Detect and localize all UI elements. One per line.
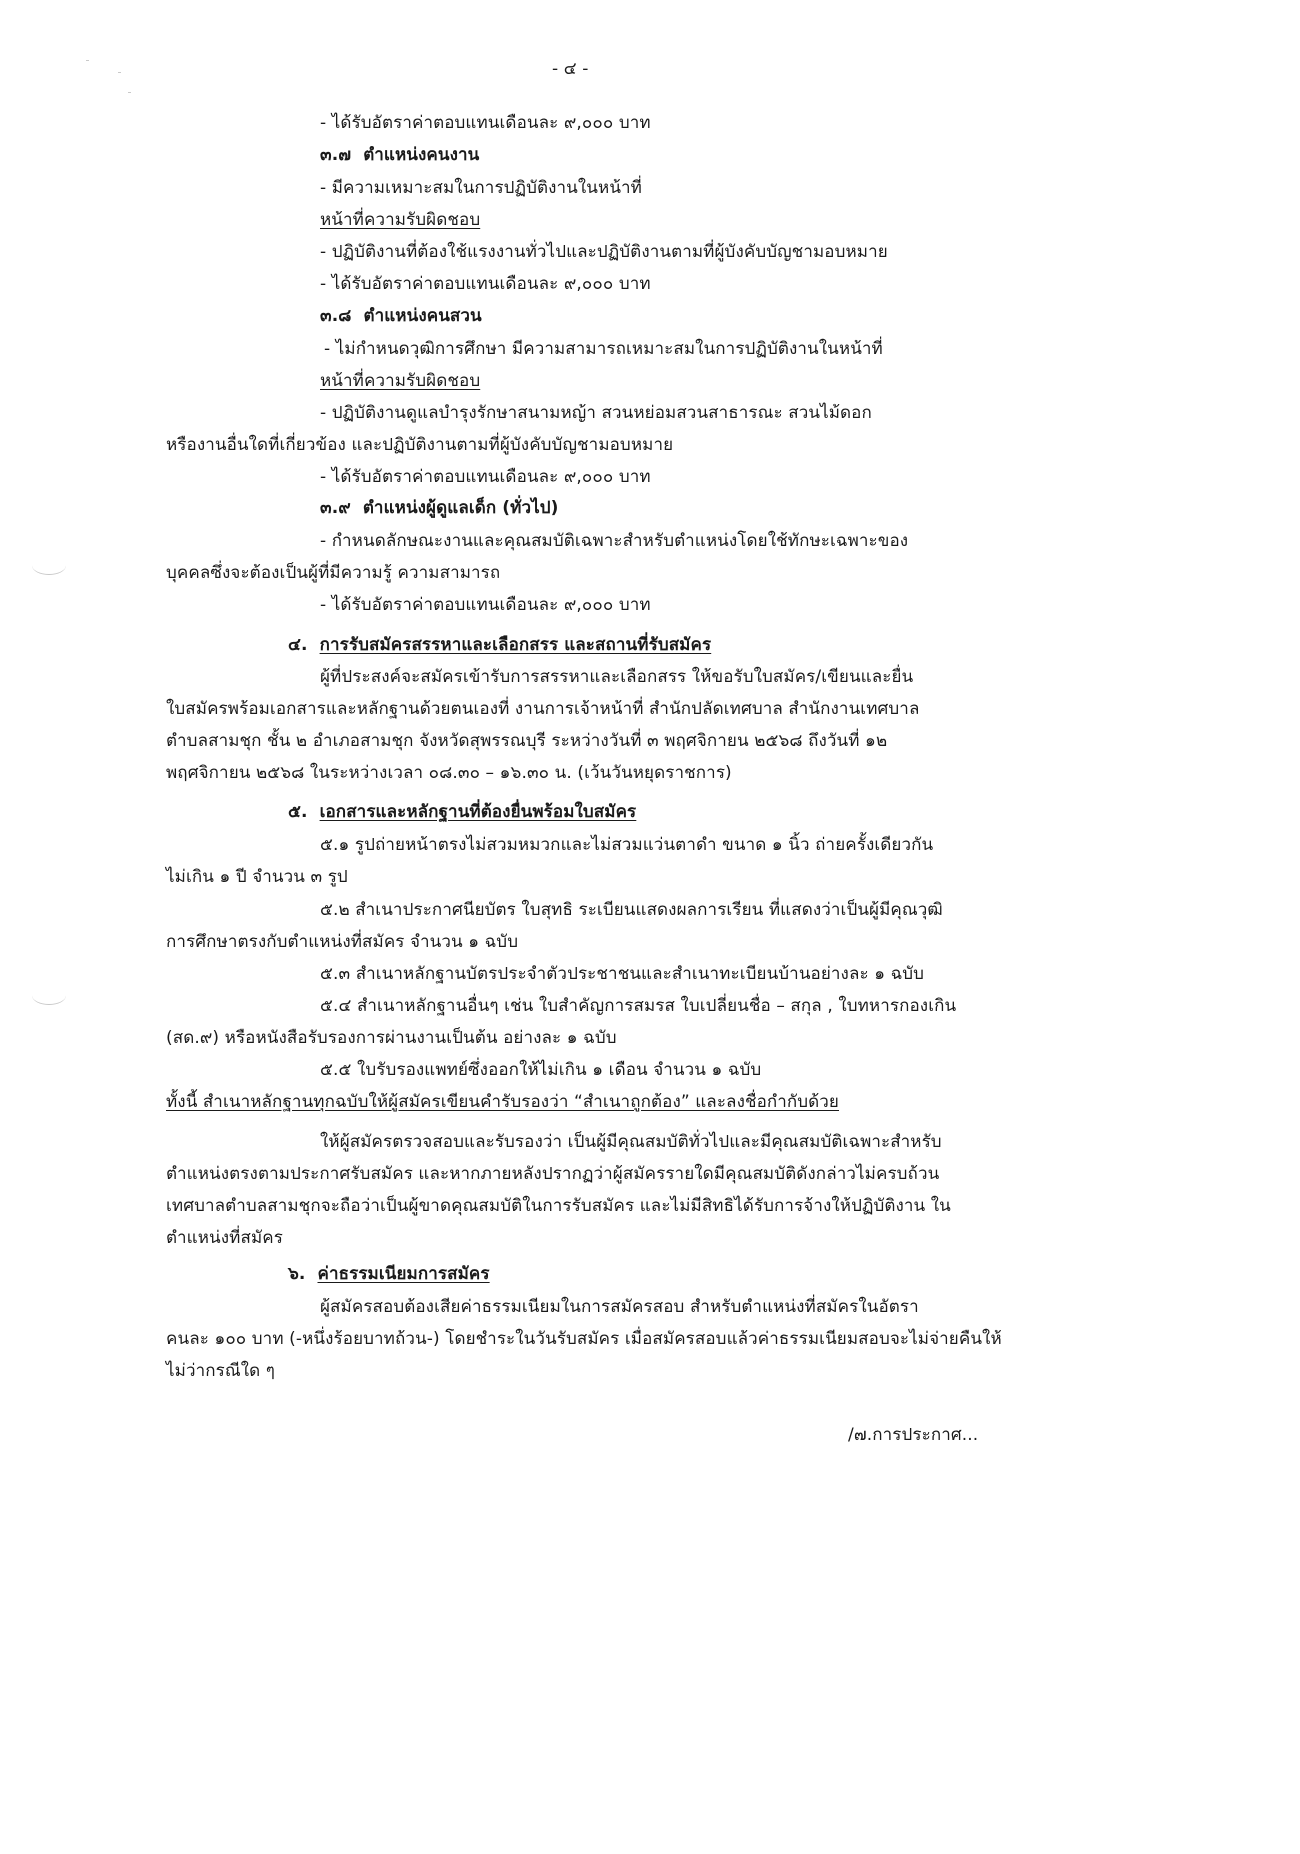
section-number: ๕. xyxy=(288,802,308,822)
text-line: ใบสมัครพร้อมเอกสารและหลักฐานด้วยตนเองที่ งานการเจ้าหน้าที่ สำนักปลัดเทศบาล สำนักงานเทศบาล xyxy=(166,699,920,719)
certification-note: ทั้งนี้ สำเนาหลักฐานทุกฉบับให้ผู้สมัครเขียนคำรับรองว่า “สำเนาถูกต้อง” และลงชื่อกำกับด้วย xyxy=(166,1092,839,1112)
text-line: - มีความเหมาะสมในการปฏิบัติงานในหน้าที่ xyxy=(320,178,642,198)
text-line: (สด.๙) หรือหนังสือรับรองการผ่านงานเป็นต้น อย่างละ ๑ ฉบับ xyxy=(166,1028,617,1048)
section-heading xyxy=(320,305,482,327)
text-line: - ได้รับอัตราค่าตอบแทนเดือนละ ๙,๐๐๐ บาท xyxy=(320,113,651,133)
section-title: การรับสมัครสรรหาและเลือกสรร และสถานที่รับสมัคร xyxy=(319,635,712,655)
text-line: เทศบาลตำบลสามชุกจะถือว่าเป็นผู้ขาดคุณสมบัติในการรับสมัคร และไม่มีสิทธิได้รับการจ้างให้ปฏิบัติงาน ใน xyxy=(166,1196,951,1216)
text-line: ๕.๑ รูปถ่ายหน้าตรงไม่สวมหมวกและไม่สวมแว่นตาดำ ขนาด ๑ นิ้ว ถ่ายครั้งเดียวกัน xyxy=(320,835,934,855)
text-line: ๕.๔ สำเนาหลักฐานอื่นๆ เช่น ใบสำคัญการสมรส ใบเปลี่ยนชื่อ – สกุล , ใบทหารกองเกิน xyxy=(320,996,957,1016)
section-number: ๔. xyxy=(288,635,308,655)
subheading-responsibilities: หน้าที่ความรับผิดชอบ xyxy=(320,371,481,391)
text-line: - ปฏิบัติงานที่ต้องใช้แรงงานทั่วไปและปฏิบัติงานตามที่ผู้บังคับบัญชามอบหมาย xyxy=(320,242,888,262)
text-line: ผู้สมัครสอบต้องเสียค่าธรรมเนียมในการสมัครสอบ สำหรับตำแหน่งที่สมัครในอัตรา xyxy=(320,1297,919,1317)
section-heading xyxy=(320,497,559,519)
text-line: ตำบลสามชุก ชั้น ๒ อำเภอสามชุก จังหวัดสุพรรณบุรี ระหว่างวันที่ ๓ พฤศจิกายน ๒๕๖๘ ถึงวันที่ ๑๒ xyxy=(166,731,888,751)
text-line: - ไม่กำหนดวุฒิการศึกษา มีความสามารถเหมาะสมในการปฏิบัติงานในหน้าที่ xyxy=(324,339,883,359)
text-line: - ได้รับอัตราค่าตอบแทนเดือนละ ๙,๐๐๐ บาท xyxy=(320,595,651,615)
text-line: ๕.๕ ใบรับรองแพทย์ซึ่งออกให้ไม่เกิน ๑ เดือน จำนวน ๑ ฉบับ xyxy=(320,1060,762,1080)
punch-hole-mark xyxy=(32,986,66,1005)
section-number: ๓.๙ xyxy=(320,498,351,518)
section-title: ตำแหน่งคนสวน xyxy=(363,306,482,326)
page-number: - ๔ - xyxy=(552,59,589,79)
section-heading xyxy=(320,144,479,166)
scan-speck xyxy=(118,72,121,73)
text-line: ไม่ว่ากรณีใด ๆ xyxy=(166,1361,276,1381)
section-title: เอกสารและหลักฐานที่ต้องยื่นพร้อมใบสมัคร xyxy=(319,802,637,822)
continuation-marker: /๗.การประกาศ... xyxy=(848,1425,979,1445)
subheading-responsibilities: หน้าที่ความรับผิดชอบ xyxy=(320,210,481,230)
section-number: ๓.๘ xyxy=(320,306,352,326)
section-title: ตำแหน่งผู้ดูแลเด็ก (ทั่วไป) xyxy=(362,498,559,518)
text-line: ตำแหน่งตรงตามประกาศรับสมัคร และหากภายหลังปรากฏว่าผู้สมัครรายใดมีคุณสมบัติดังกล่าวไม่ครบถ้วน xyxy=(166,1164,940,1184)
text-line: - ได้รับอัตราค่าตอบแทนเดือนละ ๙,๐๐๐ บาท xyxy=(320,274,651,294)
text-line: ๕.๓ สำเนาหลักฐานบัตรประจำตัวประชาชนและสำเนาทะเบียนบ้านอย่างละ ๑ ฉบับ xyxy=(320,964,925,984)
section-title: ค่าธรรมเนียมการสมัคร xyxy=(317,1264,490,1284)
section-heading xyxy=(288,1263,490,1285)
section-number: ๓.๗ xyxy=(320,145,352,165)
text-line: - กำหนดลักษณะงานและคุณสมบัติเฉพาะสำหรับตำแหน่งโดยใช้ทักษะเฉพาะของ xyxy=(320,531,909,551)
text-line: - ปฏิบัติงานดูแลบำรุงรักษาสนามหญ้า สวนหย่อมสวนสาธารณะ สวนไม้ดอก xyxy=(320,403,872,423)
text-line: ให้ผู้สมัครตรวจสอบและรับรองว่า เป็นผู้มีคุณสมบัติทั่วไปและมีคุณสมบัติเฉพาะสำหรับ xyxy=(320,1132,942,1152)
text-line: หรืองานอื่นใดที่เกี่ยวข้อง และปฏิบัติงานตามที่ผู้บังคับบัญชามอบหมาย xyxy=(166,435,674,455)
text-line: ตำแหน่งที่สมัคร xyxy=(166,1228,283,1248)
text-line: ผู้ที่ประสงค์จะสมัครเข้ารับการสรรหาและเลือกสรร ให้ขอรับใบสมัคร/เขียนและยื่น xyxy=(320,667,914,687)
section-title: ตำแหน่งคนงาน xyxy=(363,145,480,165)
text-line: - ได้รับอัตราค่าตอบแทนเดือนละ ๙,๐๐๐ บาท xyxy=(320,467,651,487)
text-line: ๕.๒ สำเนาประกาศนียบัตร ใบสุทธิ ระเบียนแสดงผลการเรียน ที่แสดงว่าเป็นผู้มีคุณวุฒิ xyxy=(320,900,943,920)
text-line: ไม่เกิน ๑ ปี จำนวน ๓ รูป xyxy=(166,867,348,887)
text-line: คนละ ๑๐๐ บาท (-หนึ่งร้อยบาทถ้วน-) โดยชำระในวันรับสมัคร เมื่อสมัครสอบแล้วค่าธรรมเนียมสอบจะไม่จ่ายคืนให้ xyxy=(166,1329,1002,1349)
scan-speck xyxy=(86,60,89,61)
text-line: การศึกษาตรงกับตำแหน่งที่สมัคร จำนวน ๑ ฉบับ xyxy=(166,932,519,952)
punch-hole-mark xyxy=(32,556,66,575)
section-heading xyxy=(288,801,636,823)
section-number: ๖. xyxy=(288,1264,306,1284)
text-line: บุคคลซึ่งจะต้องเป็นผู้ที่มีความรู้ ความสามารถ xyxy=(166,563,501,583)
scan-speck xyxy=(128,92,131,93)
text-line: พฤศจิกายน ๒๕๖๘ ในระหว่างเวลา ๐๘.๓๐ – ๑๖.๓๐ น. (เว้นวันหยุดราชการ) xyxy=(166,763,732,783)
section-heading xyxy=(288,634,711,656)
